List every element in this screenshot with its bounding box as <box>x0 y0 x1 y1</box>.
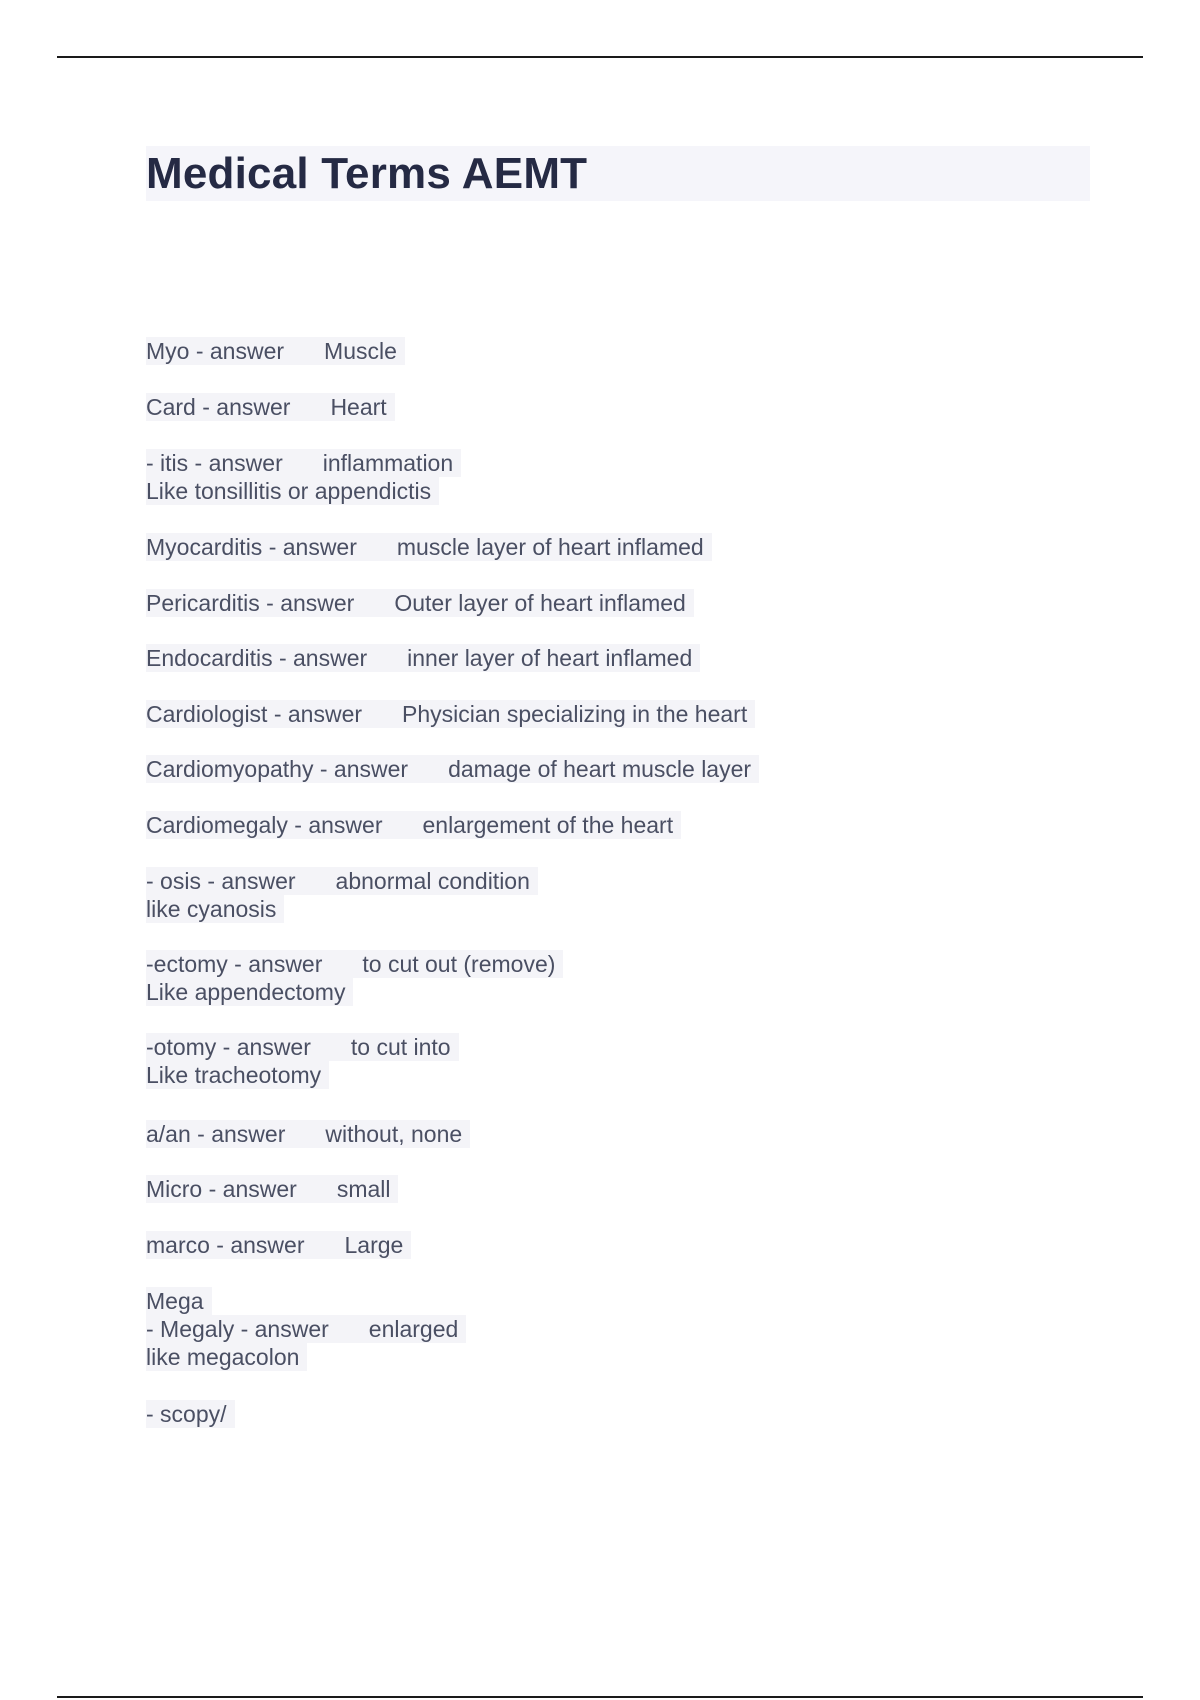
flashcard-note-line <box>146 477 461 505</box>
flashcard-note-line <box>146 978 563 1006</box>
flashcard-qa-line <box>146 644 700 672</box>
flashcard <box>146 1175 398 1203</box>
document-title: Medical Terms AEMT <box>146 148 588 198</box>
flashcard-definition: abnormal condition <box>335 868 530 894</box>
flashcard-term: -otomy - answer <box>146 1034 311 1060</box>
flashcard-definition: muscle layer of heart inflamed <box>396 534 704 560</box>
flashcard-term: -ectomy - answer <box>146 951 323 977</box>
flashcard-term: Card - answer <box>146 394 291 420</box>
flashcard-definition: Physician specializing in the heart <box>402 701 748 727</box>
flashcard-qa-line <box>146 1315 466 1343</box>
flashcard-highlight <box>146 1231 411 1259</box>
flashcard-term: - Megaly - answer <box>146 1316 329 1342</box>
flashcard-term: Myo - answer <box>146 338 285 364</box>
flashcard-highlight <box>146 700 755 728</box>
flashcard-note-line <box>146 1343 466 1371</box>
flashcard-note-text: like cyanosis <box>146 895 284 923</box>
flashcard-qa-line <box>146 337 405 365</box>
flashcard <box>146 533 712 561</box>
flashcard-highlight <box>146 393 395 421</box>
flashcard <box>146 1120 470 1148</box>
flashcard-note-line <box>146 1400 235 1428</box>
flashcard-qa-line <box>146 393 395 421</box>
flashcard-definition: inner layer of heart inflamed <box>407 645 693 671</box>
flashcard-definition: Large <box>344 1232 404 1258</box>
flashcard-term: Cardiomyopathy - answer <box>146 756 409 782</box>
flashcard-note-line <box>146 1061 459 1089</box>
flashcard-highlight <box>146 1120 470 1148</box>
flashcard <box>146 393 395 421</box>
flashcard-note-line <box>146 1287 466 1315</box>
flashcard-qa-line <box>146 755 759 783</box>
flashcard <box>146 1400 235 1428</box>
flashcard-highlight <box>146 644 700 672</box>
flashcard-qa-line <box>146 1231 411 1259</box>
flashcard-qa-line <box>146 1175 398 1203</box>
flashcard-note-text: Like appendectomy <box>146 978 353 1006</box>
flashcard-highlight <box>146 950 563 978</box>
flashcard-note-text: like megacolon <box>146 1343 307 1371</box>
flashcard-qa-line <box>146 867 538 895</box>
flashcard-term: a/an - answer <box>146 1121 286 1147</box>
flashcard-highlight <box>146 811 681 839</box>
flashcard <box>146 589 694 617</box>
flashcard-highlight <box>146 589 694 617</box>
header-rule <box>57 56 1143 58</box>
flashcard-definition: small <box>336 1176 391 1202</box>
flashcard-note-line <box>146 895 538 923</box>
flashcard <box>146 449 461 505</box>
flashcard <box>146 337 405 365</box>
flashcard-qa-line <box>146 1033 459 1061</box>
flashcard-term: marco - answer <box>146 1232 305 1258</box>
flashcard <box>146 644 700 672</box>
flashcard-term: Endocarditis - answer <box>146 645 368 671</box>
flashcard-highlight <box>146 337 405 365</box>
flashcard-definition: enlargement of the heart <box>422 812 674 838</box>
flashcard-term: Micro - answer <box>146 1176 297 1202</box>
flashcard-highlight <box>146 755 759 783</box>
flashcard-term: Myocarditis - answer <box>146 534 357 560</box>
flashcard-definition: without, none <box>325 1121 463 1147</box>
flashcard-highlight <box>146 867 538 895</box>
title-band <box>146 146 1090 201</box>
flashcard-qa-line <box>146 589 694 617</box>
flashcard-note-text: Mega <box>146 1287 212 1315</box>
flashcard-qa-line <box>146 950 563 978</box>
flashcard-highlight <box>146 1033 459 1061</box>
flashcard-definition: Outer layer of heart inflamed <box>394 590 686 616</box>
flashcard-qa-line <box>146 811 681 839</box>
flashcard-highlight <box>146 449 461 477</box>
flashcard-highlight <box>146 1315 466 1343</box>
flashcard-qa-line <box>146 533 712 561</box>
flashcard-definition: Heart <box>330 394 387 420</box>
flashcard <box>146 700 755 728</box>
flashcard-qa-line <box>146 700 755 728</box>
flashcard-note-text: Like tonsillitis or appendictis <box>146 477 439 505</box>
flashcard-term: - osis - answer <box>146 868 296 894</box>
flashcard-term: - itis - answer <box>146 450 283 476</box>
flashcard-highlight <box>146 533 712 561</box>
footer-rule <box>57 1696 1143 1698</box>
flashcard-term: Pericarditis - answer <box>146 590 355 616</box>
flashcard-definition: to cut into <box>350 1034 451 1060</box>
flashcard-definition: Muscle <box>324 338 397 364</box>
flashcard-term: Cardiomegaly - answer <box>146 812 383 838</box>
flashcard <box>146 1287 466 1371</box>
flashcard-definition: to cut out (remove) <box>362 951 556 977</box>
flashcard-term: Cardiologist - answer <box>146 701 363 727</box>
flashcard <box>146 867 538 923</box>
flashcard <box>146 1231 411 1259</box>
flashcard <box>146 811 681 839</box>
flashcard <box>146 950 563 1006</box>
flashcard <box>146 1033 459 1089</box>
flashcard <box>146 755 759 783</box>
flashcard-qa-line <box>146 449 461 477</box>
flashcard-note-text: - scopy/ <box>146 1400 235 1428</box>
flashcard-definition: enlarged <box>368 1316 459 1342</box>
flashcard-note-text: Like tracheotomy <box>146 1061 329 1089</box>
flashcard-highlight <box>146 1175 398 1203</box>
flashcard-definition: damage of heart muscle layer <box>448 756 752 782</box>
flashcard-qa-line <box>146 1120 470 1148</box>
flashcard-definition: inflammation <box>322 450 454 476</box>
